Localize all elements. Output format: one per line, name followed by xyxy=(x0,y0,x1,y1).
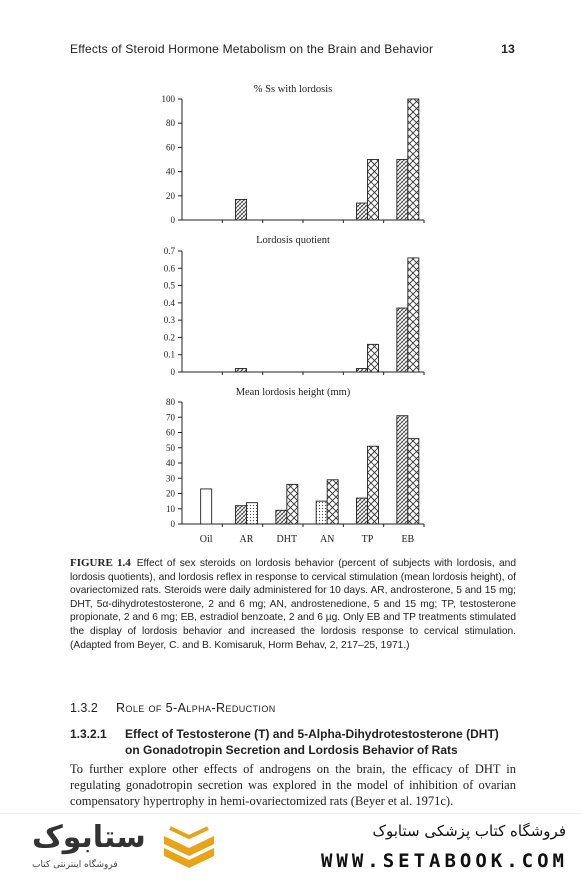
x-category-label: Oil xyxy=(199,534,213,545)
bar-ar-low xyxy=(236,199,247,220)
y-tick-label: 0 xyxy=(170,215,175,225)
page-number: 13 xyxy=(501,42,515,56)
y-tick-label: 50 xyxy=(166,442,175,453)
bar-eb-low xyxy=(397,308,408,372)
y-tick-label: 0.4 xyxy=(163,297,175,308)
chart-panel-1 xyxy=(162,84,425,225)
x-category-label: DHT xyxy=(276,534,298,545)
bar-an-low xyxy=(316,501,327,524)
store-banner xyxy=(0,813,582,880)
y-tick-label: 0.7 xyxy=(163,246,175,256)
bar-ar-low xyxy=(236,506,247,524)
bar-tp-low xyxy=(357,498,368,524)
y-tick-label: 10 xyxy=(166,503,175,514)
y-tick-label: 0.1 xyxy=(163,349,175,360)
bar-dht-low xyxy=(276,510,287,524)
x-category-label: AN xyxy=(319,534,335,545)
chart-title: Lordosis quotient xyxy=(256,235,330,246)
bar-tp-low xyxy=(357,369,368,372)
subsection-title: Effect of Testosterone (T) and 5-Alpha-Dihydrotestosterone (DHT) on Gonadotropin Secretion and Lordosis Behavior of Rats xyxy=(125,727,499,757)
y-tick-label: 30 xyxy=(166,473,175,484)
bar-eb-high xyxy=(408,99,419,220)
bar-tp-high xyxy=(368,160,379,221)
x-category-label: AR xyxy=(239,534,254,545)
book-logo-icon xyxy=(160,822,218,870)
y-tick-label: 70 xyxy=(166,412,175,423)
y-tick-label: 40 xyxy=(166,166,175,177)
bar-eb-high xyxy=(408,439,419,524)
store-logo-text: ستابوک xyxy=(32,820,146,855)
y-tick-label: 0 xyxy=(170,367,175,377)
y-tick-label: 60 xyxy=(166,142,175,153)
bar-eb-low xyxy=(397,160,408,221)
figure-caption xyxy=(70,557,516,652)
x-category-label: EB xyxy=(401,534,415,545)
caption-label: FIGURE 1.4 xyxy=(70,557,131,569)
chart-title: % Ss with lordosis xyxy=(253,84,333,95)
bar-ar-low xyxy=(236,369,247,372)
bar-oil-low xyxy=(201,489,212,524)
y-tick-label: 60 xyxy=(166,427,175,438)
bar-tp-high xyxy=(368,446,379,524)
section-number: 1.3.2 xyxy=(70,701,98,715)
caption-text: Effect of sex steroids on lordosis behavior (percent of subjects with lordosis, and lordosis quotients), and lordosis reflex in response to cervical stimulation (mean lordosis height), of ovariectomized rats. Steroids were daily administered for 10 days. AR, androsterone, 5 and 15 mg; DHT, 5α-dihydrotestosterone, 2 and 6 mg; AN, androstenedione, 5 and 15 mg; TP, testosterone propionate, 2 and 6 mg; EB, estradiol benzoate, 2 and 6 µg. Only EB and TP treatments stimulated the display of lordosis behavior and increased the lordosis response to cervical stimulation. (Adapted from Beyer, C. and B. Komisaruk, Horm Behav, 2, 217–25, 1971.) xyxy=(70,558,516,651)
y-tick-label: 20 xyxy=(166,488,175,499)
y-tick-label: 100 xyxy=(161,94,175,104)
section-title: Role of 5-Alpha-Reduction xyxy=(116,701,276,715)
body-paragraph: To further explore other effects of androgens on the brain, the efficacy of DHT in regulating gonadotropin secretion was explored in the model of inhibition of ovarian compensatory hypertrophy in hemi-ovariectomized rats (Beyer et al. 1971c). xyxy=(70,762,516,808)
bar-an-high xyxy=(327,480,338,524)
store-name: فروشگاه کتاب پزشکی ستابوک xyxy=(372,822,566,840)
bar-tp-high xyxy=(368,344,379,372)
y-tick-label: 0.3 xyxy=(163,315,175,326)
bar-tp-low xyxy=(357,203,368,220)
section-heading xyxy=(70,701,276,715)
y-tick-label: 0.2 xyxy=(163,332,175,343)
running-header-title: Effects of Steroid Hormone Metabolism on the Brain and Behavior xyxy=(70,42,434,56)
chart-panel-2 xyxy=(164,235,424,377)
y-tick-label: 0 xyxy=(170,519,175,529)
store-url: WWW.SETABOOK.COM xyxy=(320,850,568,872)
chart-panel-3 xyxy=(166,387,424,545)
subsection-number: 1.3.2.1 xyxy=(70,727,107,741)
bar-eb-low xyxy=(397,416,408,524)
store-logo-subtitle: فروشگاه اینترنتی کتاب xyxy=(32,860,118,870)
y-tick-label: 40 xyxy=(166,458,175,468)
bar-dht-high xyxy=(287,484,298,524)
y-tick-label: 0.6 xyxy=(163,263,175,274)
chart-title: Mean lordosis height (mm) xyxy=(235,387,351,398)
x-category-label: TP xyxy=(361,534,374,545)
y-tick-label: 80 xyxy=(166,118,175,129)
bar-ar-high xyxy=(247,503,258,524)
y-tick-label: 0.5 xyxy=(163,280,175,291)
bar-eb-high xyxy=(408,258,419,372)
y-tick-label: 20 xyxy=(166,190,175,201)
y-tick-label: 80 xyxy=(166,397,175,407)
